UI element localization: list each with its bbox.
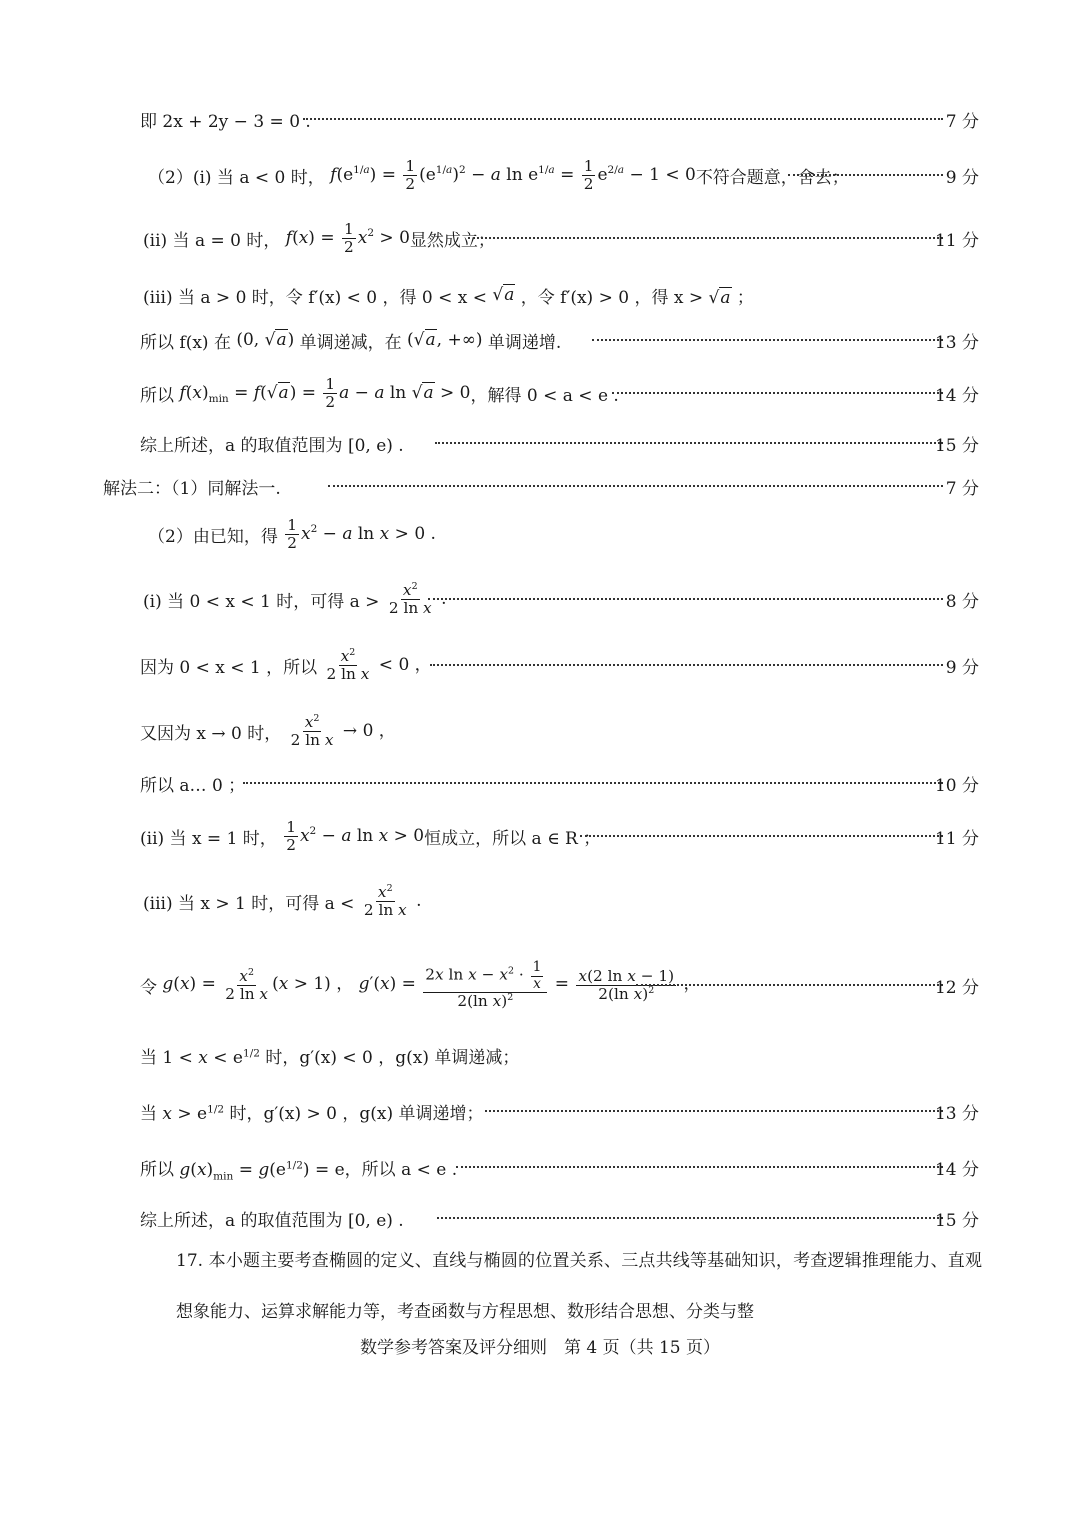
dot-leader — [428, 598, 943, 600]
solution-line — [0, 1144, 1080, 1190]
math-expression: 当 $x > e^{1/2}$ — [140, 1102, 225, 1124]
solution-line — [0, 420, 1080, 466]
solution-line — [0, 152, 1080, 198]
math-expression: $\frac{x^2}{\text{2 ln x}}$ < 0 ， — [326, 646, 432, 683]
score-label: 11 分 — [934, 828, 979, 849]
math-expression: $\frac{1}{2}$ $x^2 - a$ ln x > 0 — [286, 817, 425, 854]
line-text: ，解得 0 < a < e . — [470, 385, 619, 406]
line-text: 时，g′(x) > 0 ，g(x) 单调递增； — [229, 1103, 484, 1124]
dot-leader — [435, 442, 943, 444]
score-label: 10 分 — [934, 775, 979, 796]
line-text: 显然成立； — [409, 230, 495, 251]
line-text: 综上所述，a 的取值范围为 [0, e) . — [140, 435, 404, 456]
line-text: （2）(i) 当 a < 0 时， — [148, 167, 325, 188]
math-expression: (√a, +∞) — [401, 330, 488, 350]
dot-leader — [437, 1217, 943, 1219]
math-expression: f(x) = $\frac{1}{2}$ $x^2 > 0$ — [285, 219, 410, 256]
line-text: 所以 a… 0 ； — [140, 775, 246, 796]
score-label: 15 分 — [934, 435, 979, 456]
line-text: (iii) 当 a > 0 时，令 f′(x) < 0 ，得 0 < x < — [143, 287, 487, 308]
line-text: 因为 0 < x < 1 ，所以 — [140, 657, 318, 678]
dot-leader — [580, 835, 943, 837]
line-text: 所以 f(x) 在 — [140, 332, 231, 353]
score-label: 15 分 — [934, 1210, 979, 1231]
line-text: (iii) 当 x > 1 时，可得 a < — [143, 893, 355, 914]
line-text: ，令 f′(x) > 0 ，得 x > — [520, 287, 704, 308]
solution-line — [0, 760, 1080, 806]
line-text: 所以 — [140, 385, 174, 406]
solution-line — [0, 878, 1080, 924]
solution-line — [0, 317, 1080, 363]
math-expression: 当 $1 < x < e^{1/2}$ — [140, 1046, 260, 1068]
score-label: 14 分 — [934, 385, 979, 406]
score-label: 9 分 — [945, 657, 979, 678]
line-text: 不符合题意，舍去； — [695, 167, 849, 188]
solution-line — [0, 215, 1080, 261]
line-text: ，所以 a < e . — [344, 1159, 458, 1180]
math-expression: g(x) = $\frac{x^2}{\text{2 ln x}}$ (x > 1) ， g′(x) = 2x $\ln x - x^2$ · $\frac{1}{x}$ 2(ln x)$^2$ = $\frac{\text{x(2 ln x − 1)}}{2(\ln x)^2}$ ， — [162, 959, 701, 1010]
dot-leader — [328, 485, 943, 487]
solution-line — [0, 642, 1080, 688]
math-expression: √a ； — [703, 287, 754, 308]
dot-leader — [456, 1166, 943, 1168]
math-expression: $\frac{1}{2}$ $x^2 - a$ ln x > 0 . — [287, 515, 436, 552]
dot-leader — [303, 118, 943, 120]
line-text: 即 2x + 2y − 3 = 0 . — [140, 111, 311, 132]
score-label: 7 分 — [945, 111, 979, 132]
solution-line — [0, 463, 1080, 509]
solution-line — [0, 96, 1080, 142]
math-expression: 所以 $g(x)_{min} = g(e^{1/2}) = e$ — [140, 1158, 345, 1182]
score-label: 8 分 — [945, 591, 979, 612]
score-label: 12 分 — [934, 977, 979, 998]
math-expression: (0, √a) — [230, 330, 300, 350]
math-expression: $\frac{x^2}{\text{2 ln x}}$ . — [388, 580, 447, 617]
dot-leader — [243, 782, 943, 784]
solution-line — [0, 272, 1080, 318]
dot-leader — [636, 984, 943, 986]
line-text: 恒成立，所以 a ∈ R ； — [424, 828, 601, 849]
dot-leader — [485, 1110, 943, 1112]
dot-leader — [788, 174, 943, 176]
score-label: 13 分 — [934, 332, 979, 353]
solution-line — [0, 1195, 1080, 1241]
math-expression: $\frac{x^2}{\text{2 ln x}}$ . — [363, 882, 422, 919]
line-text: 令 — [140, 977, 157, 998]
solution-line — [0, 576, 1080, 622]
line-text: 综上所述，a 的取值范围为 [0, e) . — [140, 1210, 404, 1231]
solution-line — [0, 708, 1080, 754]
line-text: 又因为 x → 0 时， — [140, 723, 282, 744]
solution-line — [0, 511, 1080, 557]
line-text: (ii) 当 a = 0 时， — [143, 230, 281, 251]
dot-leader — [612, 392, 943, 394]
line-text: 时，g′(x) < 0 ，g(x) 单调递减； — [265, 1047, 520, 1068]
line-text: （2）由已知，得 — [148, 526, 278, 547]
math-expression: $f(x)_{min} = f(√a)$ = $\frac{1}{2}$ a − a ln √a > 0 — [179, 374, 471, 411]
score-label: 14 分 — [934, 1159, 979, 1180]
score-label: 9 分 — [945, 167, 979, 188]
line-text: 单调递减，在 — [299, 332, 402, 353]
dot-leader — [592, 339, 943, 341]
page-footer: 数学参考答案及评分细则 第 4 页（共 15 页） — [359, 1338, 721, 1358]
line-text: 单调递增. — [487, 332, 562, 353]
question-17-summary: 17. 本小题主要考查椭圆的定义、直线与椭圆的位置关系、三点共线等基础知识，考查逻辑推理能力、直观想象能力、运算求解能力等，考查函数与方程思想、数形结合思想、分类与整 — [176, 1251, 982, 1322]
solution-line — [0, 813, 1080, 859]
solution-line — [0, 1088, 1080, 1134]
score-label: 7 分 — [945, 478, 979, 499]
solution-line — [0, 1032, 1080, 1078]
math-expression: $f(e^{1/a})$ = $\frac{1}{2}$ $(e^{1/a})^2 - a$ $\ln e^{1/a}$ = $\frac{1}{2}$ $e^{2/a} - 1 < 0$ — [330, 156, 696, 193]
score-label: 11 分 — [934, 230, 979, 251]
dot-leader — [430, 664, 943, 666]
line-text: (i) 当 0 < x < 1 时，可得 a > — [143, 591, 380, 612]
line-text: (ii) 当 x = 1 时， — [140, 828, 277, 849]
solution-line — [0, 959, 1080, 1010]
math-expression: $\frac{x^2}{\text{2 ln x}}$ → 0 ， — [290, 712, 396, 749]
dot-leader — [468, 237, 943, 239]
score-label: 13 分 — [934, 1103, 979, 1124]
line-text: 解法二：（1）同解法一. — [103, 478, 281, 499]
solution-line — [0, 370, 1080, 416]
math-expression: √a — [486, 285, 515, 305]
